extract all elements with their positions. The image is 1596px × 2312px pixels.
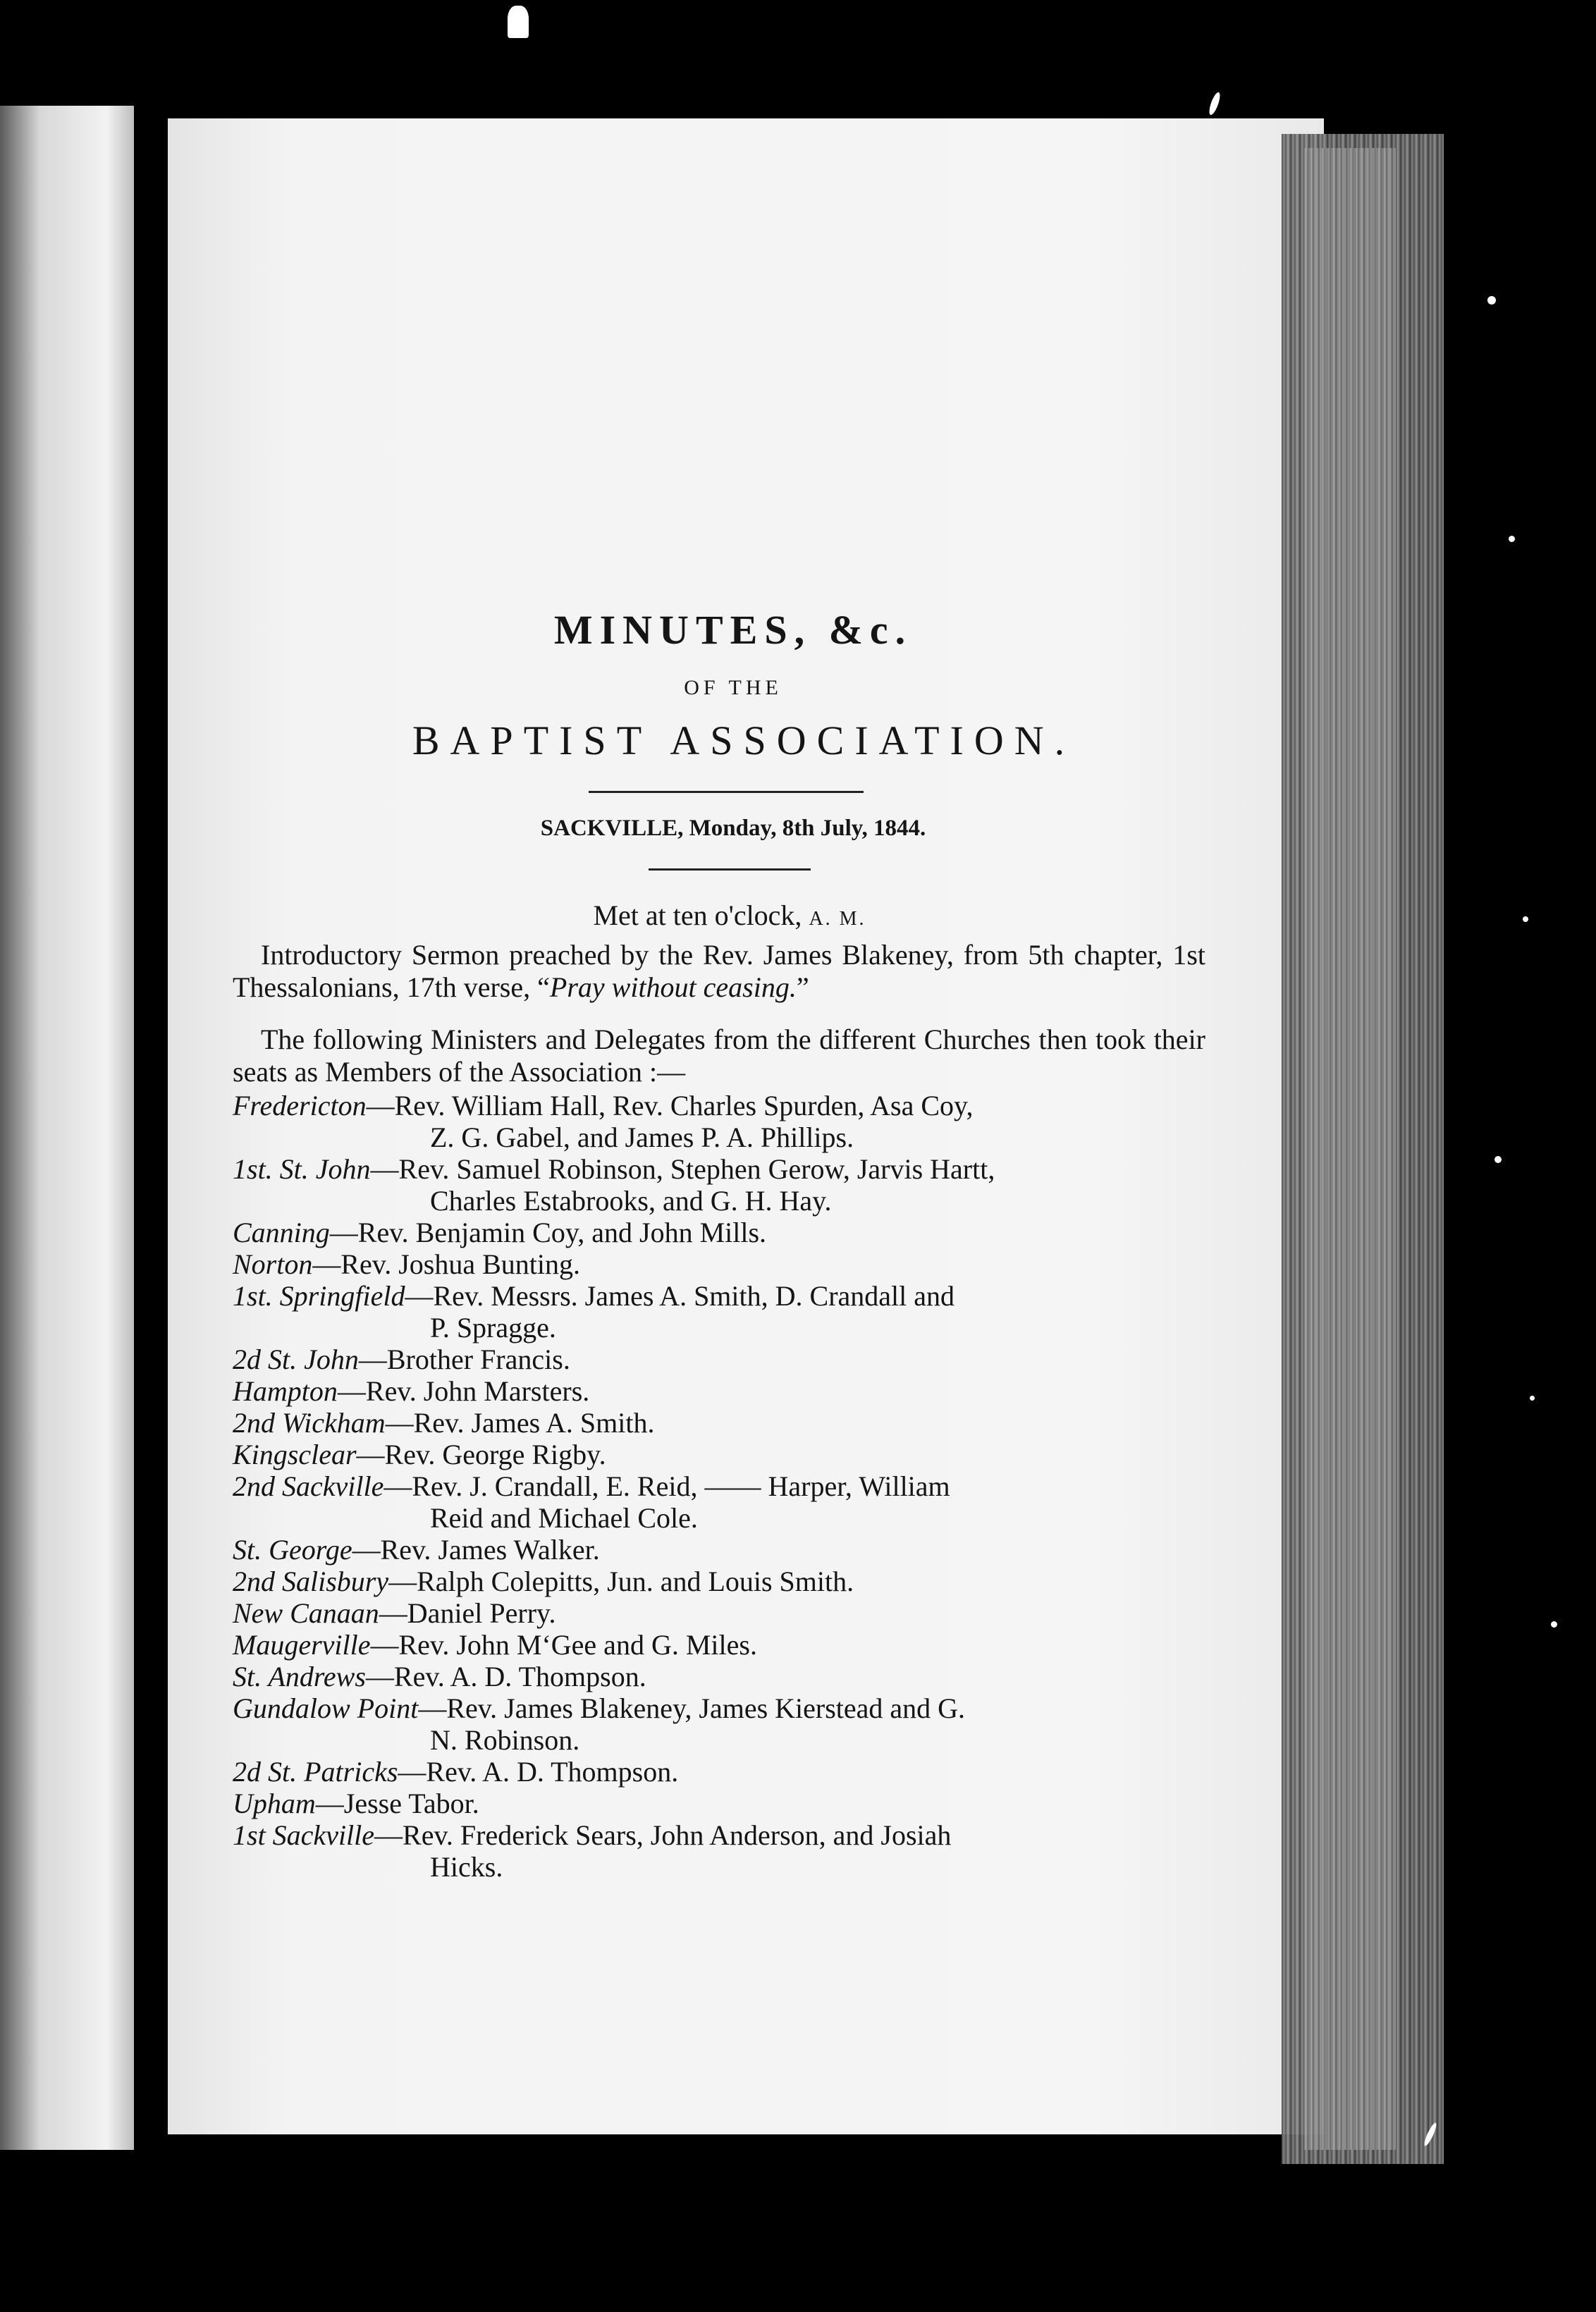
delegates: —Rev. J. Crandall, E. Reid, —— Harper, William xyxy=(383,1470,950,1502)
speck xyxy=(1207,91,1222,116)
title-association: BAPTIST ASSOCIATION. xyxy=(412,718,1076,763)
sermon-close: ” xyxy=(796,971,809,1003)
speck xyxy=(508,6,529,38)
left-page-edge xyxy=(0,106,134,2150)
delegates: —Rev. James A. Smith. xyxy=(385,1407,655,1439)
delegates: —Rev. James Walker. xyxy=(352,1534,600,1566)
church-name: 1st. St. John xyxy=(233,1153,371,1185)
delegate-entry xyxy=(233,1248,1205,1280)
church-name: 2nd Salisbury xyxy=(233,1566,389,1597)
church-name: Hampton xyxy=(233,1375,338,1407)
sermon-paragraph xyxy=(233,939,1205,1004)
speck xyxy=(1494,1156,1502,1163)
delegates: —Rev. Frederick Sears, John Anderson, and Josiah xyxy=(374,1819,952,1851)
delegate-entry xyxy=(233,1153,1205,1217)
delegate-entry xyxy=(233,1661,1205,1692)
delegate-entry xyxy=(233,1692,1205,1756)
meeting-time-ampm: A. M. xyxy=(809,908,866,930)
delegates: —Jesse Tabor. xyxy=(315,1788,479,1819)
delegate-entry xyxy=(233,1629,1205,1661)
church-name: St. George xyxy=(233,1534,352,1566)
church-name: Upham xyxy=(233,1788,316,1819)
delegate-entry xyxy=(233,1343,1205,1375)
delegates: —Brother Francis. xyxy=(358,1343,570,1375)
intro-paragraph: The following Ministers and Delegates from the different Churches then took their seats as Members of the Association :— xyxy=(233,1023,1205,1088)
delegates-cont: N. Robinson. xyxy=(430,1724,580,1756)
delegates-cont: Z. G. Gabel, and James P. A. Phillips. xyxy=(430,1121,854,1153)
speck xyxy=(1551,1621,1557,1628)
delegate-entry xyxy=(233,1280,1205,1343)
speck xyxy=(1530,1396,1535,1401)
church-name: 1st Sackville xyxy=(233,1819,375,1851)
delegates-cont: Reid and Michael Cole. xyxy=(430,1502,698,1534)
page-content xyxy=(233,606,1205,1883)
delegate-entry xyxy=(233,1439,1205,1470)
speck xyxy=(1487,296,1496,305)
church-name: Gundalow Point xyxy=(233,1692,419,1724)
delegates-cont: P. Spragge. xyxy=(430,1312,556,1343)
church-name: New Canaan xyxy=(233,1597,379,1629)
delegates: —Rev. William Hall, Rev. Charles Spurden, Asa Coy, xyxy=(366,1090,974,1121)
book-gutter xyxy=(134,106,168,2150)
speck xyxy=(1509,536,1515,542)
sermon-text: Introductory Sermon preached by the Rev. James Blakeney, from 5th chapter, 1st Thessalonians, 17th verse, “ xyxy=(233,939,1205,1003)
divider-rule xyxy=(649,868,811,871)
church-name: Kingsclear xyxy=(233,1439,357,1470)
delegates: —Rev. Benjamin Coy, and John Mills. xyxy=(329,1217,767,1248)
delegate-entry xyxy=(233,1597,1205,1629)
delegate-entry xyxy=(233,1534,1205,1566)
sermon-quote: Pray without ceasing. xyxy=(549,971,797,1003)
delegate-entry xyxy=(233,1566,1205,1597)
church-name: 2nd Sackville xyxy=(233,1470,384,1502)
church-name: 2d St. John xyxy=(233,1343,359,1375)
church-name: Maugerville xyxy=(233,1629,371,1661)
delegates: —Rev. John M‘Gee and G. Miles. xyxy=(370,1629,757,1661)
delegates-cont: Charles Estabrooks, and G. H. Hay. xyxy=(430,1185,832,1217)
title-minutes: MINUTES, &c. xyxy=(553,607,913,653)
speck xyxy=(1523,916,1528,922)
delegates: —Rev. A. D. Thompson. xyxy=(398,1756,679,1788)
delegates: —Rev. Joshua Bunting. xyxy=(312,1248,580,1280)
page-edges-inner xyxy=(1304,148,1396,2150)
delegates-cont: Hicks. xyxy=(430,1851,503,1883)
delegates: —Rev. George Rigby. xyxy=(356,1439,606,1470)
title-of-the: OF THE xyxy=(684,676,782,699)
church-name: 2d St. Patricks xyxy=(233,1756,398,1788)
delegate-entry xyxy=(233,1090,1205,1153)
delegate-entry xyxy=(233,1217,1205,1248)
delegate-entry xyxy=(233,1375,1205,1407)
delegate-entry xyxy=(233,1819,1205,1883)
delegates: —Daniel Perry. xyxy=(379,1597,556,1629)
delegates: —Rev. John Marsters. xyxy=(337,1375,590,1407)
meeting-time xyxy=(254,899,1205,932)
delegate-list xyxy=(233,1090,1205,1883)
church-name: St. Andrews xyxy=(233,1661,366,1692)
delegate-entry xyxy=(233,1470,1205,1534)
church-name: Canning xyxy=(233,1217,330,1248)
dateline: SACKVILLE, Monday, 8th July, 1844. xyxy=(540,816,926,841)
church-name: Fredericton xyxy=(233,1090,367,1121)
delegates: —Rev. Messrs. James A. Smith, D. Crandall and xyxy=(405,1280,955,1312)
church-name: 2nd Wickham xyxy=(233,1407,386,1439)
delegate-entry xyxy=(233,1788,1205,1819)
divider-rule xyxy=(589,791,864,793)
delegate-entry xyxy=(233,1756,1205,1788)
delegate-entry xyxy=(233,1407,1205,1439)
meeting-time-text: Met at ten o'clock, xyxy=(593,899,802,931)
church-name: 1st. Springfield xyxy=(233,1280,405,1312)
church-name: Norton xyxy=(233,1248,313,1280)
delegates: —Rev. Samuel Robinson, Stephen Gerow, Jarvis Hartt, xyxy=(370,1153,995,1185)
delegates: —Ralph Colepitts, Jun. and Louis Smith. xyxy=(388,1566,854,1597)
delegates: —Rev. A. D. Thompson. xyxy=(365,1661,646,1692)
delegates: —Rev. James Blakeney, James Kierstead and G. xyxy=(418,1692,966,1724)
